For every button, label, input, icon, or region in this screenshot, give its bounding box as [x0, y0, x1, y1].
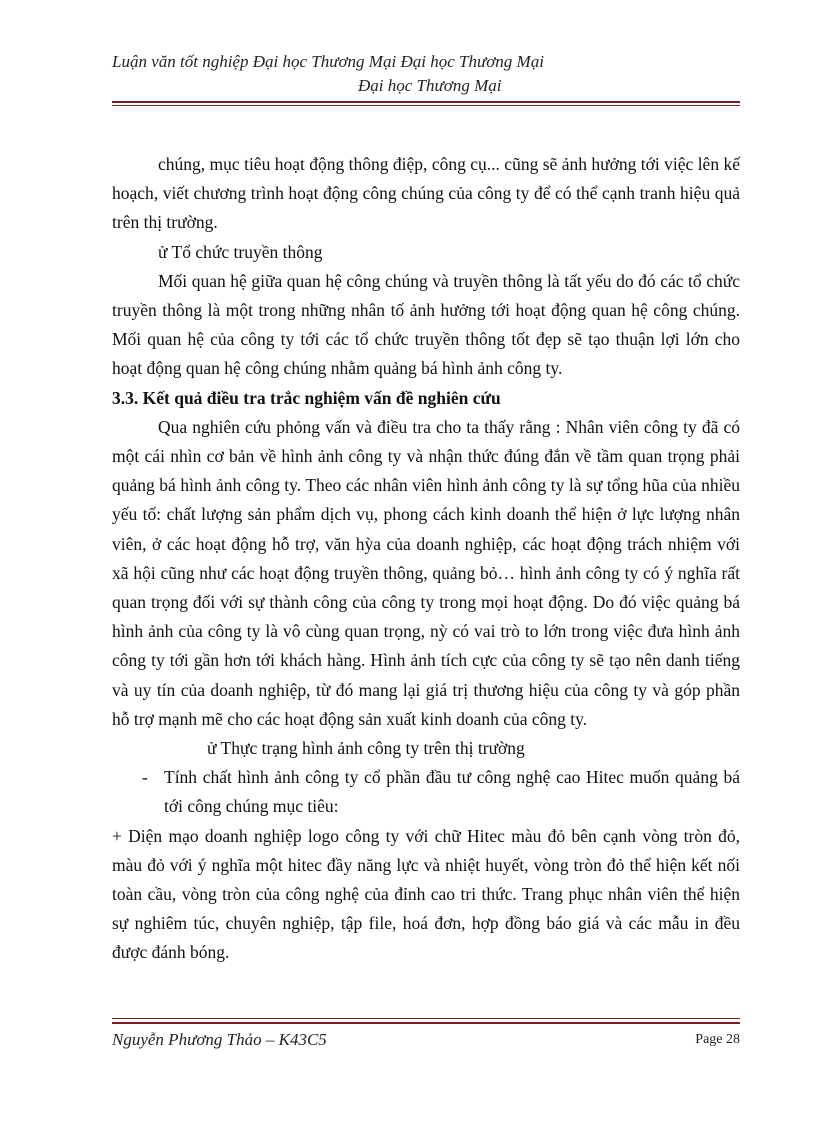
page-number: Page 28 — [695, 1032, 740, 1047]
header-title-line2: Đại học Thương Mại — [358, 76, 502, 95]
header-rule-thin — [112, 105, 740, 106]
dash-item-text: Tính chất hình ảnh công ty cổ phần đầu tư công nghệ cao Hitec muốn quảng bá tới công chúng mục tiêu: — [164, 767, 740, 817]
paragraph-4: + Diện mạo doanh nghiệp logo công ty với chữ Hitec màu đỏ bên cạnh vòng tròn đỏ, màu đỏ với ý nghĩa một hitec đầy năng lực và nhiệt huyết, vòng tròn đỏ thể hiện kết nối toàn cầu, vòng tròn của công nghệ của đỉnh cao tri thức. Trang phục nhân viên thể hiện sự nghiêm túc, chuyên nghiệp, tập file, hoá đơn, hợp đồng báo giá và các mẫu in đều được đánh bóng. — [112, 825, 740, 963]
paragraph-3: Qua nghiên cứu phỏng vấn và điều tra cho ta thấy rằng : Nhân viên công ty đã có một cái nhìn cơ bản về hình ảnh công ty và nhận thức đúng đắn về tầm quan trọng phải quảng bá hình ảnh công ty. Theo các nhân viên hình ảnh công ty là sự tổng hũa của nhiều yếu tố: chất lượng sản phẩm dịch vụ, phong cách kinh doanh thể hiện ở lực lượng nhân viên, ở các hoạt động hỗ trợ, văn hỳa của doanh nghiệp, các hoạt động trách nhiệm với xã hội cũng như các hoạt động truyền thông, quảng bỏ… hình ảnh công ty có ý nghĩa rất quan trọng đối với sự thành công của công ty trong mọi hoạt động. Do đó việc quảng bá hình ảnh của công ty là vô cùng quan trọng, nỳ có vai trò to lớn trong việc đưa hình ảnh công ty tới gần hơn tới khách hàng. Hình ảnh tích cực của công ty sẽ tạo nên danh tiếng và uy tín của doanh nghiệp, từ đó mang lại giá trị thương hiệu của công ty và góp phần hỗ trợ mạnh mẽ cho các hoạt động sản xuất kinh doanh của công ty. — [112, 416, 740, 729]
footer-author: Nguyễn Phương Thảo – K43C5 — [112, 1030, 327, 1049]
page-content — [112, 150, 740, 968]
page-header — [112, 50, 740, 98]
bullet-communication-orgs: ử Tổ chức truyền thông — [158, 241, 323, 262]
dash-list-item — [112, 763, 740, 821]
header-rule-thick — [112, 101, 740, 103]
bullet-market-situation: ử Thực trạng hình ảnh công ty trên thị trường — [207, 738, 525, 759]
dash-marker: - — [142, 767, 148, 788]
footer-rule-thick — [112, 1022, 740, 1024]
header-title-line1: Luận văn tốt nghiệp Đại học Thương Mại Đại học Thương Mại — [112, 52, 544, 71]
footer-rule-thin — [112, 1018, 740, 1019]
paragraph-2: Mối quan hệ giữa quan hệ công chúng và truyền thông là tất yếu do đó các tổ chức truyền thông là một trong những nhân tố ảnh hưởng tới hoạt động quan hệ công chúng. Mối quan hệ của công ty tới các tổ chức truyền thông tốt đẹp sẽ tạo thuận lợi lớn cho hoạt động quan hệ công chúng nhằm quảng bá hình ảnh công ty. — [112, 270, 740, 379]
paragraph-1: chúng, mục tiêu hoạt động thông điệp, công cụ... cũng sẽ ảnh hưởng tới việc lên kế hoạch, viết chương trình hoạt động công chúng của công ty để có thể cạnh tranh hiệu quả trên thị trường. — [112, 154, 740, 233]
section-heading: 3.3. Kết quả điều tra trắc nghiệm vấn đề nghiên cứu — [112, 387, 501, 408]
